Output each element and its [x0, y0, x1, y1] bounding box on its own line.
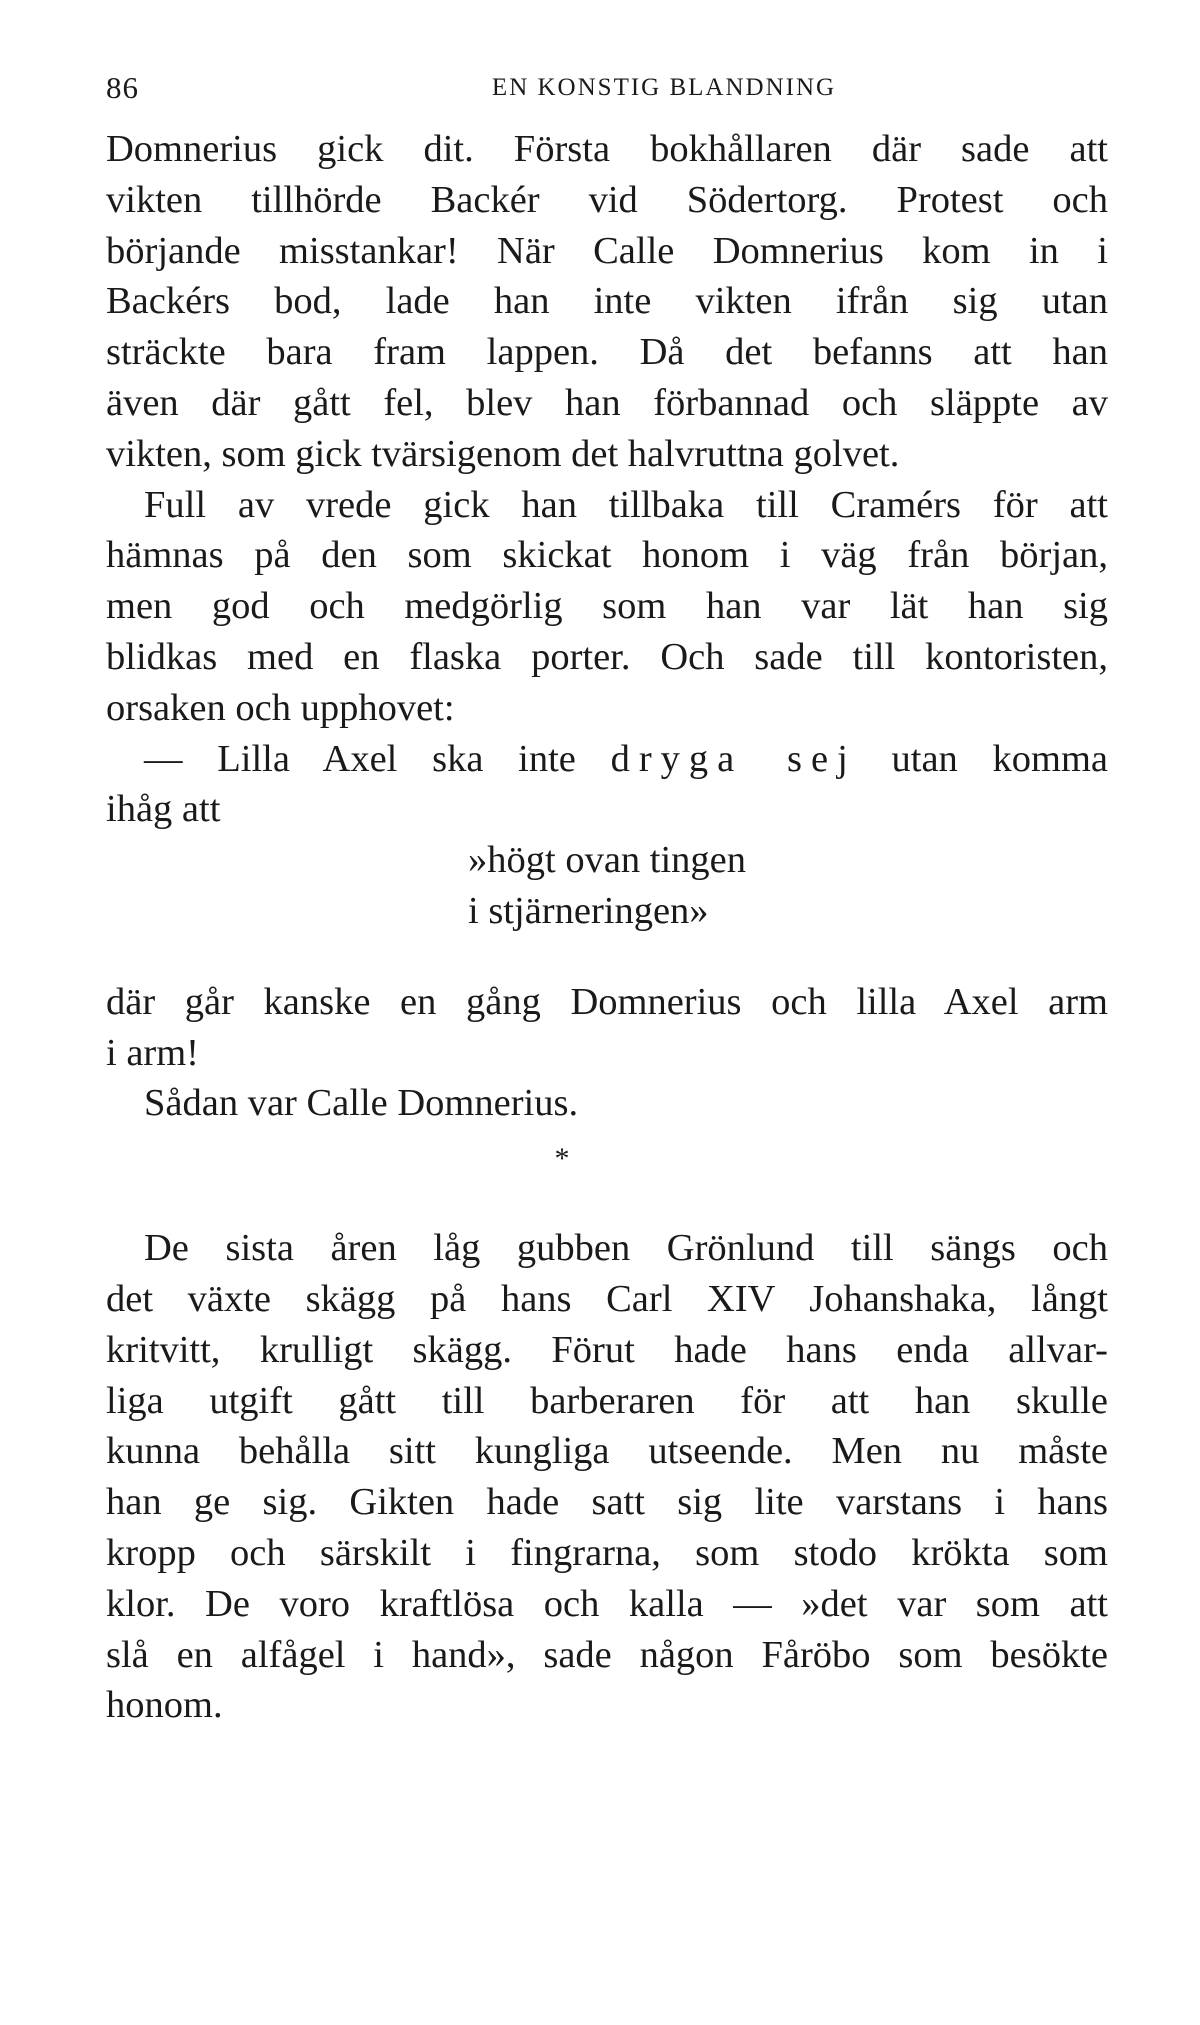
page-number: 86: [106, 70, 139, 105]
running-title: EN KONSTIG BLANDNING: [491, 74, 837, 101]
paragraph-6: [106, 1223, 1108, 1731]
text-line: där går kanske en gång Domnerius och lilla Axel arm: [106, 980, 1108, 1023]
text-line: vikten tillhörde Backér vid Södertorg. Protest och: [106, 178, 1108, 221]
text-line: honom.: [106, 1684, 223, 1727]
verse-quote: [106, 835, 1108, 937]
text-line: klor. De voro kraftlösa och kalla — »det var som att: [106, 1582, 1108, 1625]
section-separator-asterisk: *: [554, 1142, 570, 1176]
page-header: [104, 70, 1104, 110]
paragraph-1: [106, 124, 1108, 480]
text-line: sträckte bara fram lappen. Då det befanns att han: [106, 331, 1108, 374]
text-line: Sådan var Calle Domnerius.: [144, 1082, 579, 1125]
paragraph-2: [106, 480, 1108, 734]
text-line: kritvitt, krulligt skägg. Förut hade hans enda allvar-: [106, 1328, 1108, 1371]
text-line: även där gått fel, blev han förbannad och släppte av: [106, 381, 1108, 424]
text-line: i arm!: [106, 1031, 199, 1074]
spacer: [106, 1201, 1108, 1223]
text-line: men god och medgörlig som han var lät han sig: [106, 585, 1108, 628]
paragraph-5: [106, 1078, 1108, 1129]
body-text: [106, 124, 1108, 1731]
text-line: vikten, som gick tvärsigenom det halvruttna golvet.: [106, 432, 900, 475]
text-line: hämnas på den som skickat honom i väg från början,: [106, 534, 1108, 577]
text-line: blidkas med en flaska porter. Och sade till kontoristen,: [106, 635, 1108, 678]
text-line: Domnerius gick dit. Första bokhållaren där sade att: [106, 128, 1108, 170]
text-line: slå en alfågel i hand», sade någon Fåröbo som besökte: [106, 1633, 1108, 1676]
text-line: Full av vrede gick han tillbaka till Cramérs för att: [144, 483, 1108, 526]
text-line: De sista åren låg gubben Grönlund till sängs och: [144, 1227, 1108, 1270]
text-line: det växte skägg på hans Carl XIV Johanshaka, långt: [106, 1277, 1108, 1320]
text-line: Backérs bod, lade han inte vikten ifrån sig utan: [106, 280, 1108, 323]
text-line: ihåg att: [106, 788, 221, 831]
text-line: börjande misstankar! När Calle Domnerius kom in i: [106, 229, 1108, 272]
dialogue-start: — Lilla Axel ska inte: [144, 737, 576, 780]
dialogue-line: [106, 734, 1108, 785]
text-line: kropp och särskilt i fingrarna, som stodo krökta som: [106, 1531, 1108, 1574]
text-line: liga utgift gått till barberaren för att han skulle: [106, 1379, 1108, 1422]
paragraph-4: [106, 977, 1108, 1079]
text-line: han ge sig. Gikten hade satt sig lite varstans i hans: [106, 1481, 1108, 1524]
text-line: kunna behålla sitt kungliga utseende. Men nu måste: [106, 1430, 1108, 1473]
verse-line: i stjärneringen»: [468, 889, 709, 932]
text-line: orsaken och upphovet:: [106, 686, 455, 729]
verse-line: »högt ovan tingen: [468, 839, 747, 882]
spaced-emphasis: dryga sej: [610, 737, 857, 780]
spacer: [106, 937, 1108, 977]
paragraph-3-dialogue: [106, 734, 1108, 836]
dialogue-end: utan komma: [891, 737, 1108, 780]
